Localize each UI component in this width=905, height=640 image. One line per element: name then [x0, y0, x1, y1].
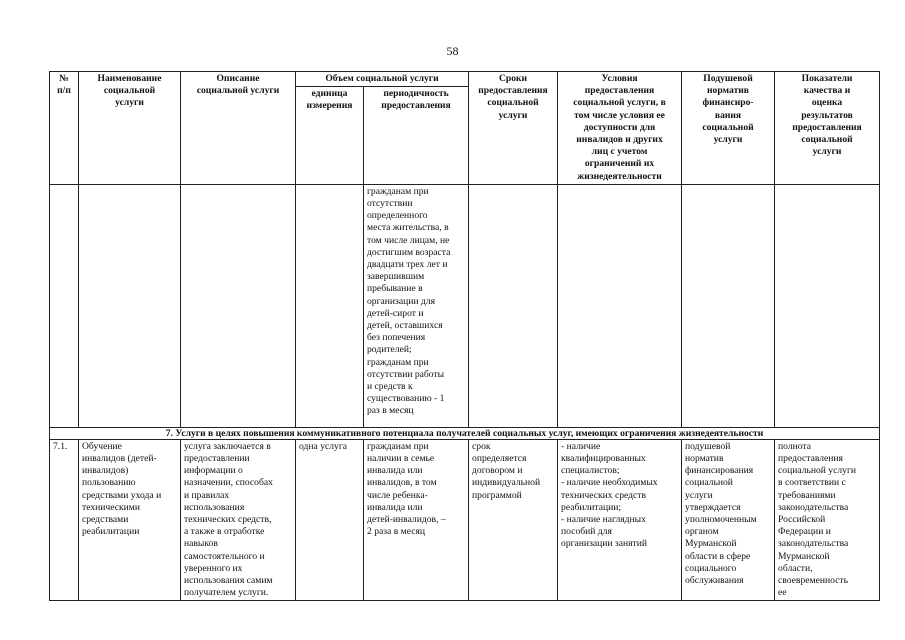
cell-name: Обучение инвалидов (детей- инвалидов) пользованию средствами ухода и техническими средствами реабилитации — [79, 439, 181, 601]
header-periodicity: периодичность предоставления — [364, 87, 469, 185]
cell-norm: подушевой норматив финансирования социальной услуги утверждается уполномоченным органом Мурманской области в сфере социального обслуживания — [682, 439, 775, 601]
cell-empty — [775, 184, 880, 427]
section-row — [50, 427, 880, 439]
cell-description: услуга заключается в предоставлении информации о назначении, способах и правилах использования технических средств, а также в отработке навыков самостоятельного и уверенного их использования самим получателем услуги. — [181, 439, 296, 601]
header-terms: Сроки предоставления социальной услуги — [469, 72, 558, 185]
cell-empty — [558, 184, 682, 427]
cell-empty — [296, 184, 364, 427]
header-row — [50, 72, 880, 87]
header-unit: единица измерения — [296, 87, 364, 185]
cell-empty — [181, 184, 296, 427]
cell-continuation-periodicity: гражданам при отсутствии определенного места жительства, в том числе лицам, не достигшим возраста двадцати трех лет и завершившим пребывание в организации для детей-сирот и детей, оставшихся без попечения родителей; гражданам при отсутствии работы и средств к существованию - 1 раз в месяц — [364, 184, 469, 427]
cell-unit: одна услуга — [296, 439, 364, 601]
cell-empty — [469, 184, 558, 427]
header-name: Наименование социальной услуги — [79, 72, 181, 185]
cell-empty — [50, 184, 79, 427]
cell-indicators: полнота предоставления социальной услуги в соответствии с требованиями законодательства Российской Федерации и законодательства Мурманской области, своевременность ее — [775, 439, 880, 601]
cell-empty — [682, 184, 775, 427]
header-indicators: Показатели качества и оценка результатов предоставления социальной услуги — [775, 72, 880, 185]
section-title: 7. Услуги в целях повышения коммуникативного потенциала получателей социальных услуг, имеющих ограничения жизнедеятельности — [50, 427, 880, 439]
cell-empty — [79, 184, 181, 427]
cell-periodicity: гражданам при наличии в семье инвалида или инвалидов, в том числе ребенка- инвалида или детей-инвалидов, – 2 раза в месяц — [364, 439, 469, 601]
header-volume-group: Объем социальной услуги — [296, 72, 469, 87]
page-number: 58 — [446, 44, 459, 58]
social-services-table — [49, 71, 880, 601]
table-row-7-1 — [50, 439, 880, 601]
header-norm: Подушевой норматив финансиро- вания социальной услуги — [682, 72, 775, 185]
cell-num: 7.1. — [50, 439, 79, 601]
header-description: Описание социальной услуги — [181, 72, 296, 185]
cell-terms: срок определяется договором и индивидуальной программой — [469, 439, 558, 601]
header-num: № п/п — [50, 72, 79, 185]
header-conditions: Условия предоставления социальной услуги, в том числе условия ее доступности для инвалидов и других лиц с учетом ограничений их жизнедеятельности — [558, 72, 682, 185]
table-row-continuation — [50, 184, 880, 427]
cell-conditions: - наличие квалифицированных специалистов; - наличие необходимых технических средств реабилитации; - наличие наглядных пособий для организации занятий — [558, 439, 682, 601]
